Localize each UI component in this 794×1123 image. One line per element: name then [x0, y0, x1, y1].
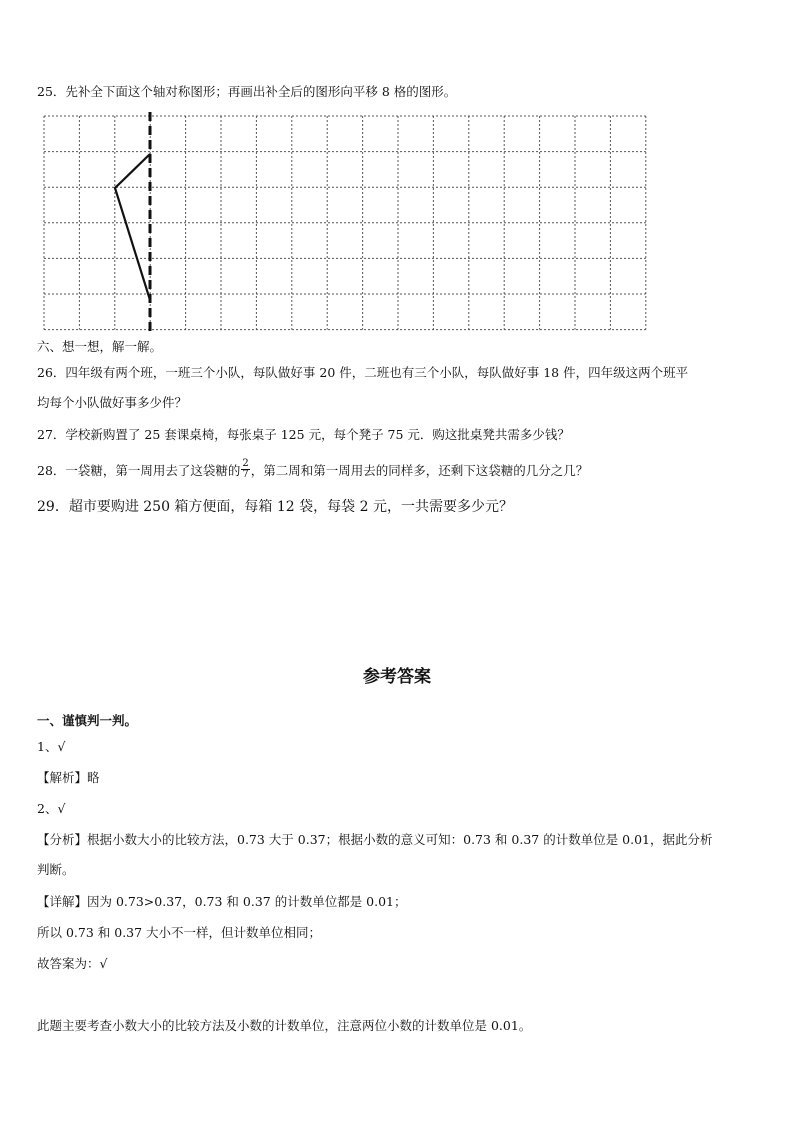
answer-2-final: 故答案为：√ — [37, 956, 108, 971]
answers-section-1: 一、谨慎判一判。 — [37, 713, 138, 728]
fraction-2-7 — [241, 459, 249, 480]
question-28-before: 28．一袋糖，第一周用去了这袋糖的 — [37, 463, 241, 478]
question-29: 29．超市要购进 250 箱方便面，每箱 12 袋，每袋 2 元，一共需要多少元？ — [37, 499, 513, 515]
grid-lines — [44, 116, 646, 330]
fraction-denominator: 7 — [242, 469, 249, 480]
answer-2-fenxi-line2: 判断。 — [37, 862, 75, 877]
half-figure-outline — [115, 154, 150, 300]
question-28 — [37, 458, 589, 482]
section-6-heading: 六、想一想，解一解。 — [37, 339, 163, 354]
question-28-after: ，第二周和第一周用去的同样多，还剩下这袋糖的几分之几？ — [250, 463, 589, 478]
answer-1-analysis: 【解析】略 — [37, 770, 100, 785]
answers-title: 参考答案 — [363, 667, 431, 687]
answer-2: 2、√ — [37, 801, 66, 816]
answer-2-summary: 此题主要考查小数大小的比较方法及小数的计数单位，注意两位小数的计数单位是 0.01。 — [37, 1018, 532, 1033]
question-27: 27．学校新购置了 25 套课桌椅，每张桌子 125 元，每个凳子 75 元．购这批桌凳共需多少钱？ — [37, 427, 570, 442]
answer-2-so: 所以 0.73 和 0.37 大小不一样，但计数单位相同； — [37, 925, 322, 940]
answer-2-xiangjie: 【详解】因为 0.73>0.37，0.73 和 0.37 的计数单位都是 0.01； — [37, 894, 407, 909]
answer-1: 1、√ — [37, 739, 66, 754]
symmetry-grid-figure — [0, 0, 794, 345]
answer-2-fenxi-line1: 【分析】根据小数大小的比较方法，0.73 大于 0.37；根据小数的意义可知：0.73 和 0.37 的计数单位是 0.01，据此分析 — [37, 832, 713, 847]
question-26-line1: 26．四年级有两个班，一班三个小队，每队做好事 20 件，二班也有三个小队，每队做好事 18 件，四年级这两个班平 — [37, 365, 689, 380]
question-25: 25．先补全下面这个轴对称图形；再画出补全后的图形向平移 8 格的图形。 — [37, 84, 457, 99]
fraction-numerator: 2 — [242, 458, 249, 469]
question-26-line2: 均每个小队做好事多少件？ — [37, 395, 188, 410]
